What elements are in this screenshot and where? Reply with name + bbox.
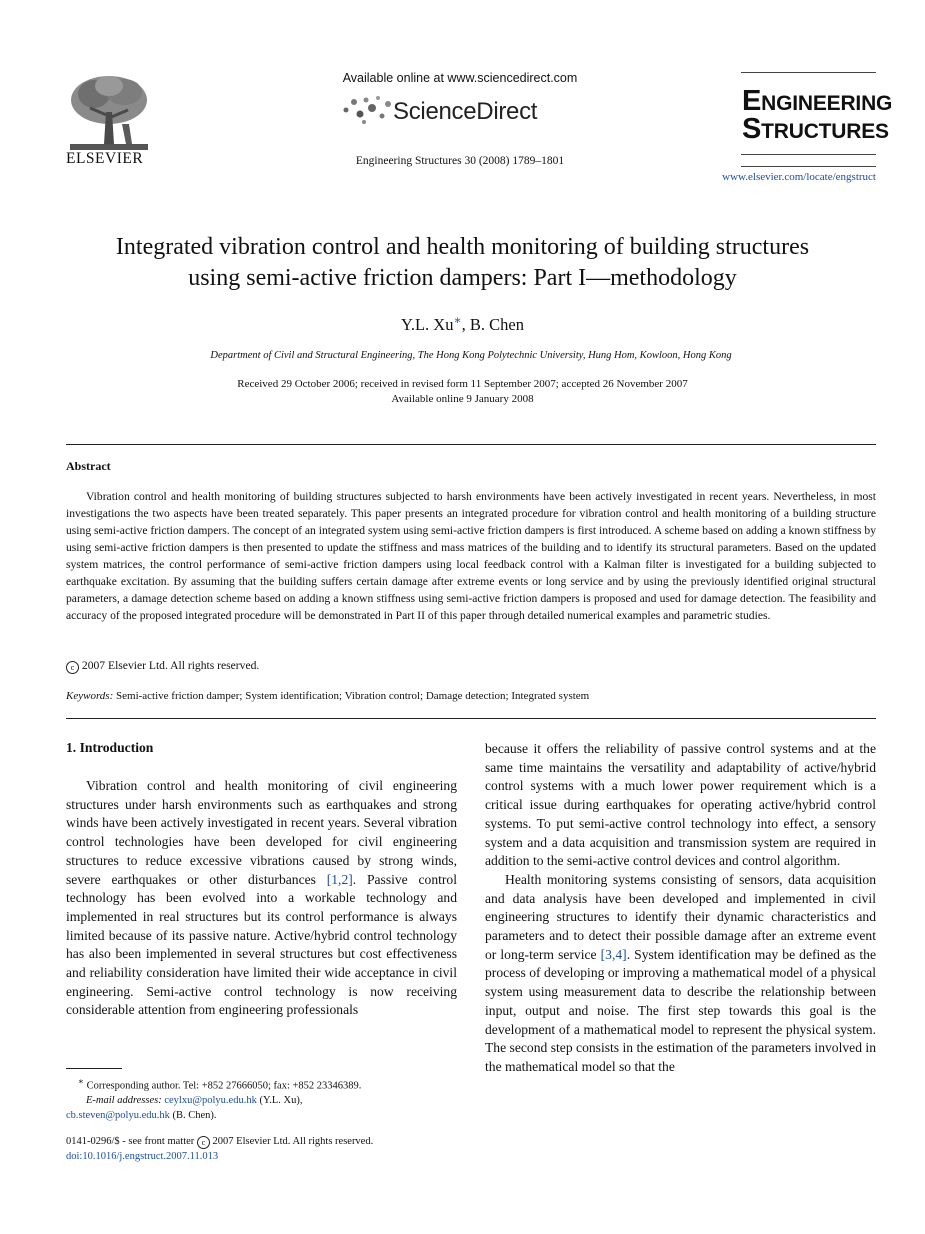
footnote-rule bbox=[66, 1068, 122, 1069]
right-column-text bbox=[485, 740, 876, 1077]
author-xu: Y.L. Xu bbox=[401, 315, 454, 334]
email-link-chen[interactable]: cb.steven@polyu.edu.hk bbox=[66, 1109, 170, 1121]
elsevier-tree-logo bbox=[66, 72, 152, 154]
issn-line: 0141-0296/$ - see front matter c 2007 Elsevier Ltd. All rights reserved. bbox=[66, 1136, 374, 1147]
journal-reference: Engineering Structures 30 (2008) 1789–1801 bbox=[355, 155, 565, 167]
left-column-text: Vibration control and health monitoring of civil engineering structures under harsh environments such as earthquakes and strong winds have been actively investigated in recent years. Several vibration control technologies have been developed for civil engineering structures to reduce excessive vibrations caused by strong winds, severe earthquakes or other disturbances [1,2]. Passive control technology has been evolved into a workable technology and implemented in real structures but its control performance is always limited because of its passive nature. Active/hybrid control technology has also been implemented in several structures but cost effectiveness and reliability consideration have limited their wide acceptance in civil engineering. Semi-active control technology is now receiving considerable attention from engineering professionals bbox=[66, 778, 458, 1018]
journal-logo-rule-mid bbox=[741, 154, 876, 155]
citation-link-3-4[interactable]: [3,4] bbox=[600, 946, 627, 962]
affiliation: Department of Civil and Structural Engineering, The Hong Kong Polytechnic University, Hung Hom, Kowloon, Hong Kong bbox=[210, 350, 732, 361]
abstract-heading: Abstract bbox=[66, 459, 111, 473]
doi-link[interactable]: doi:10.1016/j.engstruct.2007.11.013 bbox=[66, 1150, 219, 1162]
corresponding-author-link[interactable]: ∗ bbox=[453, 313, 462, 327]
journal-url-link[interactable]: www.elsevier.com/locate/engstruct bbox=[722, 171, 876, 183]
title-line-1: Integrated vibration control and health monitoring of building structures bbox=[115, 234, 810, 260]
section-heading-introduction: 1. Introduction bbox=[66, 740, 154, 755]
available-online-text: Available online at www.sciencedirect.com bbox=[342, 71, 578, 85]
email-line-2: cb.steven@polyu.edu.hk (B. Chen). bbox=[66, 1109, 217, 1121]
keywords bbox=[66, 690, 876, 702]
abstract-top-rule bbox=[66, 444, 876, 445]
right-paragraph-2: Health monitoring systems consisting of sensors, data acquisition and data analysis have been developed and implemented in civil engineering structures to identify their dynamic characteristics and parameters and to detect their possible damage after an extreme event or long-term service [3,4]. System identification may be defined as the process of developing or improving a mathematical model of a physical system using measurement data to describe the relationship between input, output and noise. The first step towards this goal is the development of a mathematical model to represent the physical system. The second step consists in the estimation of the parameters involved in the mathematical model so that the bbox=[485, 871, 877, 1074]
journal-logo-line2: STRUCTURES bbox=[742, 113, 889, 145]
abstract-copyright: c 2007 Elsevier Ltd. All rights reserved. bbox=[66, 659, 259, 674]
author-chen: , B. Chen bbox=[461, 315, 524, 334]
copyright-icon: c bbox=[66, 661, 79, 674]
keywords-list: Semi-active friction damper; System identification; Vibration control; Damage detection; Integrated system bbox=[113, 690, 590, 702]
abstract-text: Vibration control and health monitoring of building structures subjected to harsh environments have been actively investigated in recent years. Nevertheless, in most investigations the two aspects have been treated separately. This paper presents an integrated procedure for vibration control and health monitoring of a building structure using semi-active friction dampers. The concept of an integrated system using semi-active friction dampers is first introduced. A scheme based on adding a known stiffness by using semi-active friction dampers is then presented to update the stiffness and mass matrices of the building and to identify its structural parameters. Based on the updated system matrices, the control performance of semi-active friction dampers using local feedback control with a Kalman filter is investigated for a building subjected to earthquake excitation. By assuming that the building suffers certain damage after extreme events or long service and by using the previously identified original structural parameters, a damage detection scheme based on adding a known stiffness using semi-active friction dampers is proposed and used for damage detection. The feasibility and accuracy of the proposed integrated procedure will be demonstrated in Part II of this paper through detailed numerical examples and parametric studies. bbox=[66, 490, 876, 622]
title-line-2: using semi-active friction dampers: Part I—methodology bbox=[188, 265, 737, 291]
keywords-label: Keywords: bbox=[66, 690, 114, 702]
front-matter bbox=[66, 1135, 466, 1164]
journal-logo-rule-top bbox=[741, 72, 876, 73]
corresponding-author-note: ∗ Corresponding author. Tel: +852 27666050; fax: +852 23346389. bbox=[78, 1076, 362, 1092]
citation-link-1-2[interactable]: [1,2] bbox=[326, 871, 353, 887]
publisher-name: ELSEVIER bbox=[66, 150, 144, 167]
author-list bbox=[200, 313, 725, 335]
sciencedirect-wordmark: ScienceDirect bbox=[393, 98, 538, 125]
email-link-xu[interactable]: ceylxu@polyu.edu.hk bbox=[164, 1095, 257, 1106]
received-line: Received 29 October 2006; received in revised form 11 September 2007; accepted 26 November 2007 bbox=[237, 378, 688, 390]
available-line: Available online 9 January 2008 bbox=[391, 393, 534, 405]
received-dates bbox=[100, 377, 825, 407]
footnotes bbox=[66, 1074, 466, 1123]
copyright-icon-2: c bbox=[197, 1136, 210, 1149]
email-line: E-mail addresses: ceylxu@polyu.edu.hk (Y.L. Xu), bbox=[86, 1095, 303, 1106]
journal-logo-rule-bottom bbox=[741, 166, 876, 167]
body-top-rule bbox=[66, 718, 876, 719]
right-paragraph-1: because it offers the reliability of passive control systems and at the same time maintains the versatility and adaptability of active/hybrid control systems with a much lower power requirement which is a critical issue during earthquakes for operating active/hybrid control systems. To put semi-active control technology into effect, a sensory system and a data acquisition and transmission system are required in addition to the semi-active control devices and control algorithm. bbox=[485, 741, 876, 869]
journal-logo-line1: ENGINEERING bbox=[742, 85, 893, 117]
article-title bbox=[70, 232, 855, 294]
